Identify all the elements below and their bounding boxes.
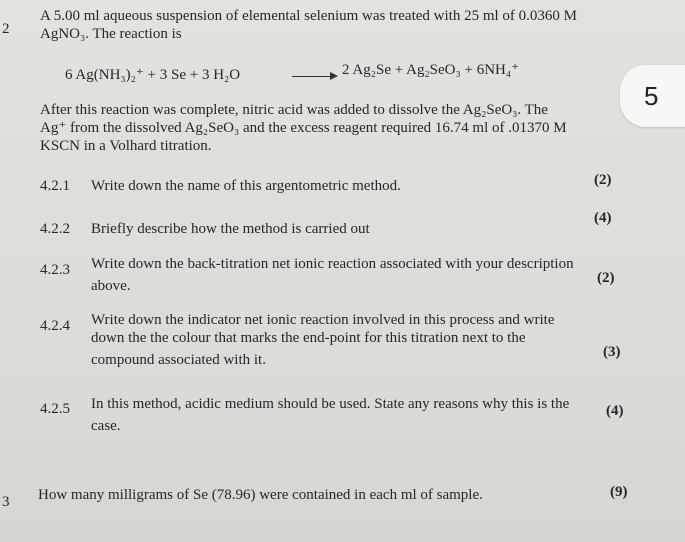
question-text: Write down the name of this argentometric method. xyxy=(91,178,401,194)
page-badge xyxy=(620,65,685,127)
intro-line-2: AgNO₃. The reaction is xyxy=(40,26,182,42)
question-text: compound associated with it. xyxy=(91,352,266,368)
question-marks: (2) xyxy=(594,172,612,188)
reaction-arrow xyxy=(292,76,332,77)
question-text: Write down the back-titration net ionic reaction associated with your description xyxy=(91,256,574,272)
question-text: above. xyxy=(91,278,131,294)
question-number: 4.2.4 xyxy=(40,318,70,334)
after-line-2: Ag⁺ from the dissolved Ag₂SeO₃ and the excess reagent required 16.74 ml of .01370 M xyxy=(40,120,567,136)
after-line-3: KSCN in a Volhard titration. xyxy=(40,138,212,154)
final-question-text: How many milligrams of Se (78.96) were contained in each ml of sample. xyxy=(38,487,483,503)
question-marks: (3) xyxy=(603,344,621,360)
question-text: case. xyxy=(91,418,121,434)
question-text: down the the colour that marks the end-point for this titration next to the xyxy=(91,330,526,346)
page-badge-number: 5 xyxy=(644,81,659,111)
page-number-bottom: 3 xyxy=(2,494,10,510)
question-marks: (4) xyxy=(594,210,612,226)
equation-right: 2 Ag₂Se + Ag₂SeO₃ + 6NH₄⁺ xyxy=(342,62,520,78)
question-marks: (4) xyxy=(606,403,624,419)
question-text: Briefly describe how the method is carried out xyxy=(91,221,370,237)
question-number: 4.2.2 xyxy=(40,221,70,237)
final-question-marks: (9) xyxy=(610,484,628,500)
question-marks: (2) xyxy=(597,270,615,286)
question-text: Write down the indicator net ionic reaction involved in this process and write xyxy=(91,312,555,328)
reaction-arrowhead xyxy=(330,72,338,80)
question-number: 4.2.1 xyxy=(40,178,70,194)
question-number: 4.2.3 xyxy=(40,262,70,278)
question-number: 4.2.5 xyxy=(40,401,70,417)
after-line-1: After this reaction was complete, nitric acid was added to dissolve the Ag₂SeO₃. The xyxy=(40,102,548,118)
question-text: In this method, acidic medium should be used. State any reasons why this is the xyxy=(91,396,570,412)
page-number-top: 2 xyxy=(2,21,10,37)
intro-line-1: A 5.00 ml aqueous suspension of elemental selenium was treated with 25 ml of 0.0360 M xyxy=(40,8,577,24)
equation-left: 6 Ag(NH₃)₂⁺ + 3 Se + 3 H₂O xyxy=(65,67,241,83)
